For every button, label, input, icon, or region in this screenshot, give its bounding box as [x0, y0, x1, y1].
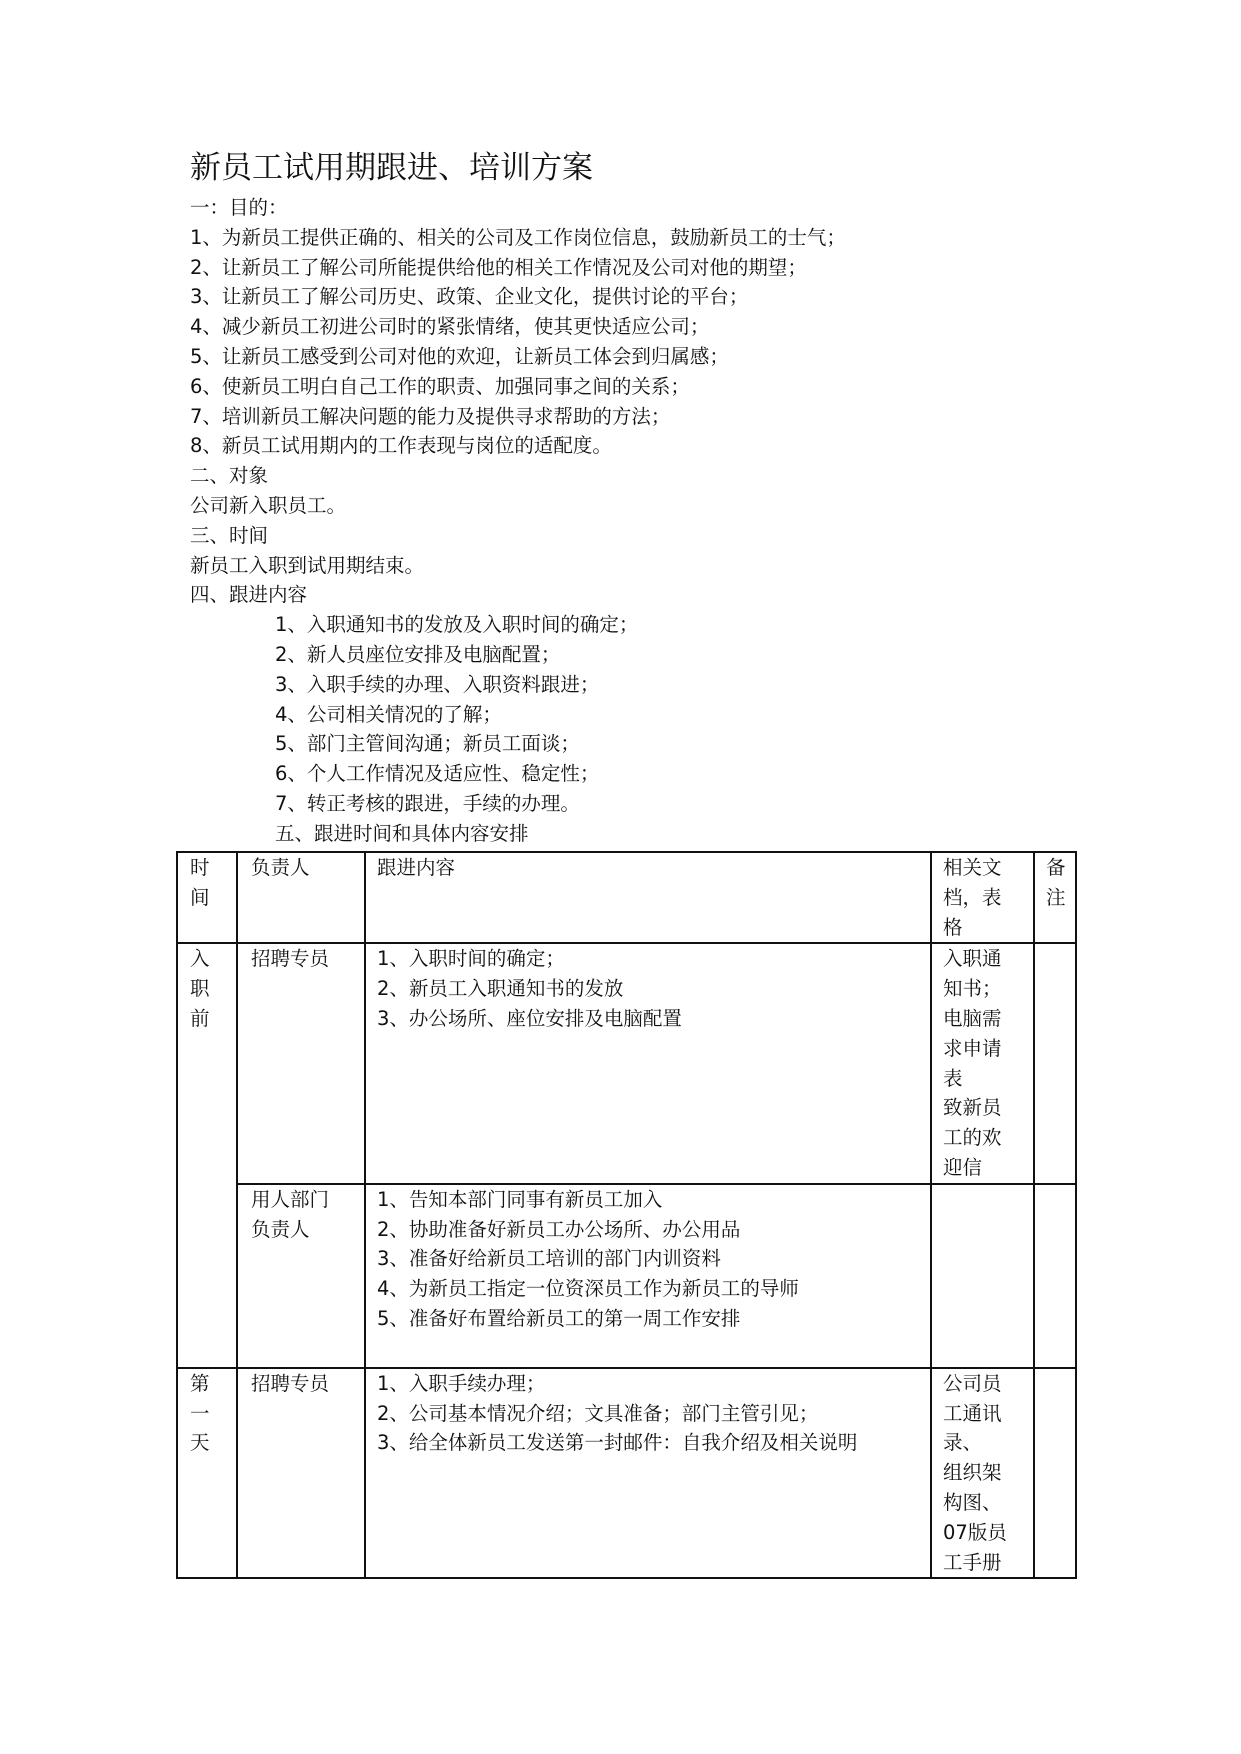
header-docs: [931, 852, 1034, 943]
header-time: [177, 852, 237, 943]
body-line: 二、对象: [190, 464, 269, 488]
body-line: 2、新人员座位安排及电脑配置；: [275, 642, 561, 666]
cell-line: 知书；: [943, 977, 1002, 1001]
cell-line: 天: [190, 1431, 210, 1455]
cell-line: 格: [943, 915, 963, 939]
cell-line: 注: [1046, 885, 1066, 909]
row-time-cell: [177, 943, 237, 1367]
row-owner-cell: [237, 1184, 365, 1368]
cell-line: 3、办公场所、座位安排及电脑配置: [377, 1006, 682, 1030]
cell-line: 职: [190, 977, 210, 1001]
cell-line: 1、告知本部门同事有新员工加入: [377, 1187, 663, 1211]
body-line: 7、转正考核的跟进，手续的办理。: [275, 791, 580, 815]
document-title: 新员工试用期跟进、培训方案: [190, 150, 593, 186]
cell-line: 组织架: [943, 1461, 1002, 1485]
row-owner-cell: [237, 943, 365, 1183]
cell-line: 4、为新员工指定一位资深员工作为新员工的导师: [377, 1277, 799, 1301]
row-docs-cell: [931, 1184, 1034, 1368]
row-remark-cell: [1034, 943, 1076, 1183]
header-content: [365, 852, 931, 943]
body-line: 6、使新员工明白自己工作的职责、加强同事之间的关系；: [190, 374, 690, 398]
row-content-cell: [365, 943, 931, 1183]
table-header-row: [177, 852, 1076, 943]
cell-line: 工手册: [943, 1550, 1002, 1574]
cell-line: 工通讯: [943, 1401, 1002, 1425]
body-line: 1、入职通知书的发放及入职时间的确定；: [275, 613, 639, 637]
cell-line: 工的欢: [943, 1126, 1002, 1150]
body-line: 3、入职手续的办理、入职资料跟进；: [275, 672, 600, 696]
cell-line: 负责人: [251, 1217, 310, 1241]
body-line: 新员工入职到试用期结束。: [190, 553, 425, 577]
cell-line: 档，表: [943, 885, 1002, 909]
cell-line: 致新员: [943, 1096, 1002, 1120]
cell-line: 一: [190, 1401, 210, 1425]
cell-line: 入: [190, 947, 210, 971]
body-line: 公司新入职员工。: [190, 493, 347, 517]
table-row: [177, 1184, 1076, 1368]
row-docs-cell: [931, 1368, 1034, 1579]
cell-line: 3、准备好给新员工培训的部门内训资料: [377, 1247, 721, 1271]
cell-line: 表: [943, 1066, 963, 1090]
body-line: 4、公司相关情况的了解；: [275, 702, 502, 726]
row-remark-cell: [1034, 1184, 1076, 1368]
cell-line: 前: [190, 1006, 210, 1030]
body-text: [190, 193, 846, 849]
row-content-cell: [365, 1184, 931, 1368]
cell-line: 时: [190, 856, 210, 879]
cell-line: 求申请: [943, 1036, 1002, 1060]
body-line: 6、个人工作情况及适应性、稳定性；: [275, 762, 600, 786]
schedule-table: [176, 851, 1077, 1579]
body-line: 2、让新员工了解公司所能提供给他的相关工作情况及公司对他的期望；: [190, 255, 807, 279]
cell-line: 2、协助准备好新员工办公场所、办公用品: [377, 1217, 741, 1241]
row-content-cell: [365, 1368, 931, 1579]
cell-line: 负责人: [251, 856, 310, 879]
row-docs-cell: [931, 943, 1034, 1183]
body-line: 四、跟进内容: [190, 583, 308, 607]
row-remark-cell: [1034, 1368, 1076, 1579]
row-owner-cell: [237, 1368, 365, 1579]
cell-line: 1、入职手续办理；: [377, 1371, 546, 1395]
body-line: 1、为新员工提供正确的、相关的公司及工作岗位信息，鼓励新员工的士气；: [190, 225, 846, 249]
table-row: [177, 1368, 1076, 1579]
body-line: 7、培训新员工解决问题的能力及提供寻求帮助的方法；: [190, 404, 671, 428]
header-remark: [1034, 852, 1076, 943]
cell-line: 招聘专员: [251, 947, 330, 971]
cell-line: 2、公司基本情况介绍；文具准备；部门主管引见；: [377, 1401, 819, 1425]
cell-line: 1、入职时间的确定；: [377, 947, 565, 971]
body-line: 5、让新员工感受到公司对他的欢迎，让新员工体会到归属感；: [190, 344, 729, 368]
table-row: [177, 943, 1076, 1183]
body-line: 8、新员工试用期内的工作表现与岗位的适配度。: [190, 434, 612, 458]
cell-line: 用人部门: [251, 1187, 330, 1211]
cell-line: 迎信: [943, 1155, 983, 1179]
cell-line: 公司员: [943, 1371, 1002, 1395]
cell-line: 跟进内容: [377, 856, 456, 879]
header-owner: [237, 852, 365, 943]
row-time-cell: [177, 1368, 237, 1579]
body-line: 3、让新员工了解公司历史、政策、企业文化，提供讨论的平台；: [190, 285, 749, 309]
cell-line: 3、给全体新员工发送第一封邮件：自我介绍及相关说明: [377, 1431, 858, 1455]
body-line: 一：目的：: [190, 196, 288, 219]
cell-line: 间: [190, 885, 210, 909]
cell-line: 07版员: [943, 1520, 1007, 1544]
body-line: 五、跟进时间和具体内容安排: [275, 821, 529, 845]
cell-line: 构图、: [943, 1490, 1002, 1514]
body-line: 三、时间: [190, 523, 269, 547]
cell-line: 2、新员工入职通知书的发放: [377, 977, 624, 1001]
cell-line: 入职通: [943, 947, 1002, 971]
body-line: 5、部门主管间沟通；新员工面谈；: [275, 732, 580, 756]
cell-line: 第: [190, 1371, 210, 1395]
cell-line: 电脑需: [943, 1006, 1002, 1030]
cell-line: 相关文: [943, 856, 1002, 879]
cell-line: 招聘专员: [251, 1371, 330, 1395]
body-line: 4、减少新员工初进公司时的紧张情绪，使其更快适应公司；: [190, 315, 710, 339]
cell-line: 5、准备好布置给新员工的第一周工作安排: [377, 1306, 741, 1330]
cell-line: 录、: [943, 1431, 983, 1455]
cell-line: 备: [1046, 856, 1066, 879]
